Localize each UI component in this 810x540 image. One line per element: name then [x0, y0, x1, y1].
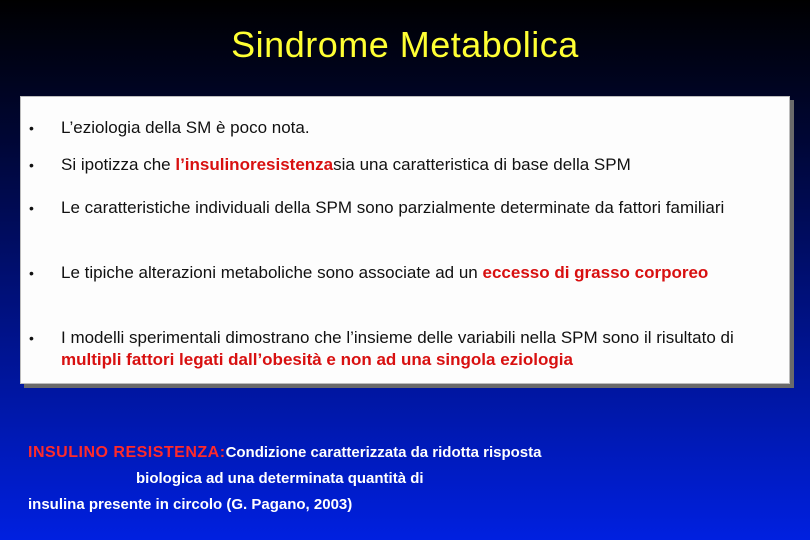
bullet-item-3: [29, 197, 781, 219]
bullet-item-2: [29, 154, 781, 176]
bullet-dot-icon: •: [29, 120, 34, 136]
bullet-text: [61, 327, 781, 371]
definition-label: INSULINO RESISTENZA:: [28, 444, 226, 461]
bullet-text-pre: Si ipotizza che: [61, 155, 176, 174]
bullet-item-1: [29, 117, 781, 139]
bullet-text: [61, 154, 781, 176]
highlight-eccesso-grasso: eccesso di grasso corporeo: [482, 263, 709, 282]
bullet-text: [61, 262, 781, 284]
bullet-item-5: [29, 327, 781, 371]
content-panel: [20, 96, 790, 384]
bullet-text-pre: Le tipiche alterazioni metaboliche sono associate ad un: [61, 263, 483, 282]
bullet-dot-icon: •: [29, 200, 34, 216]
bullet-text-pre: I modelli sperimentali dimostrano che l’insieme delle variabili nella SPM sono il risultato di: [61, 328, 734, 347]
definition-line-1: Condizione caratterizzata da ridotta risposta: [225, 444, 542, 461]
bullet-item-4: [29, 262, 781, 284]
bullet-dot-icon: •: [29, 330, 34, 346]
bullet-text-post: sia una caratteristica di base della SPM: [333, 155, 631, 174]
bullet-dot-icon: •: [29, 157, 34, 173]
highlight-multipli-fattori: multipli fattori legati dall’obesità e non ad una singola eziologia: [61, 350, 573, 369]
bullet-dot-icon: •: [29, 265, 34, 281]
bullet-text: L’eziologia della SM è poco nota.: [61, 118, 310, 137]
bullet-text: Le caratteristiche individuali della SPM sono parzialmente determinate da fattori familiari: [61, 198, 725, 217]
definition-line-3: insulina presente in circolo (G. Pagano, 2003): [28, 496, 353, 513]
slide-title: Sindrome Metabolica: [231, 24, 579, 65]
highlight-insulinoresistenza: l’insulinoresistenza: [175, 155, 334, 174]
definition-line-2: biologica ad una determinata quantità di: [136, 470, 424, 487]
definition-footer: [28, 440, 788, 518]
